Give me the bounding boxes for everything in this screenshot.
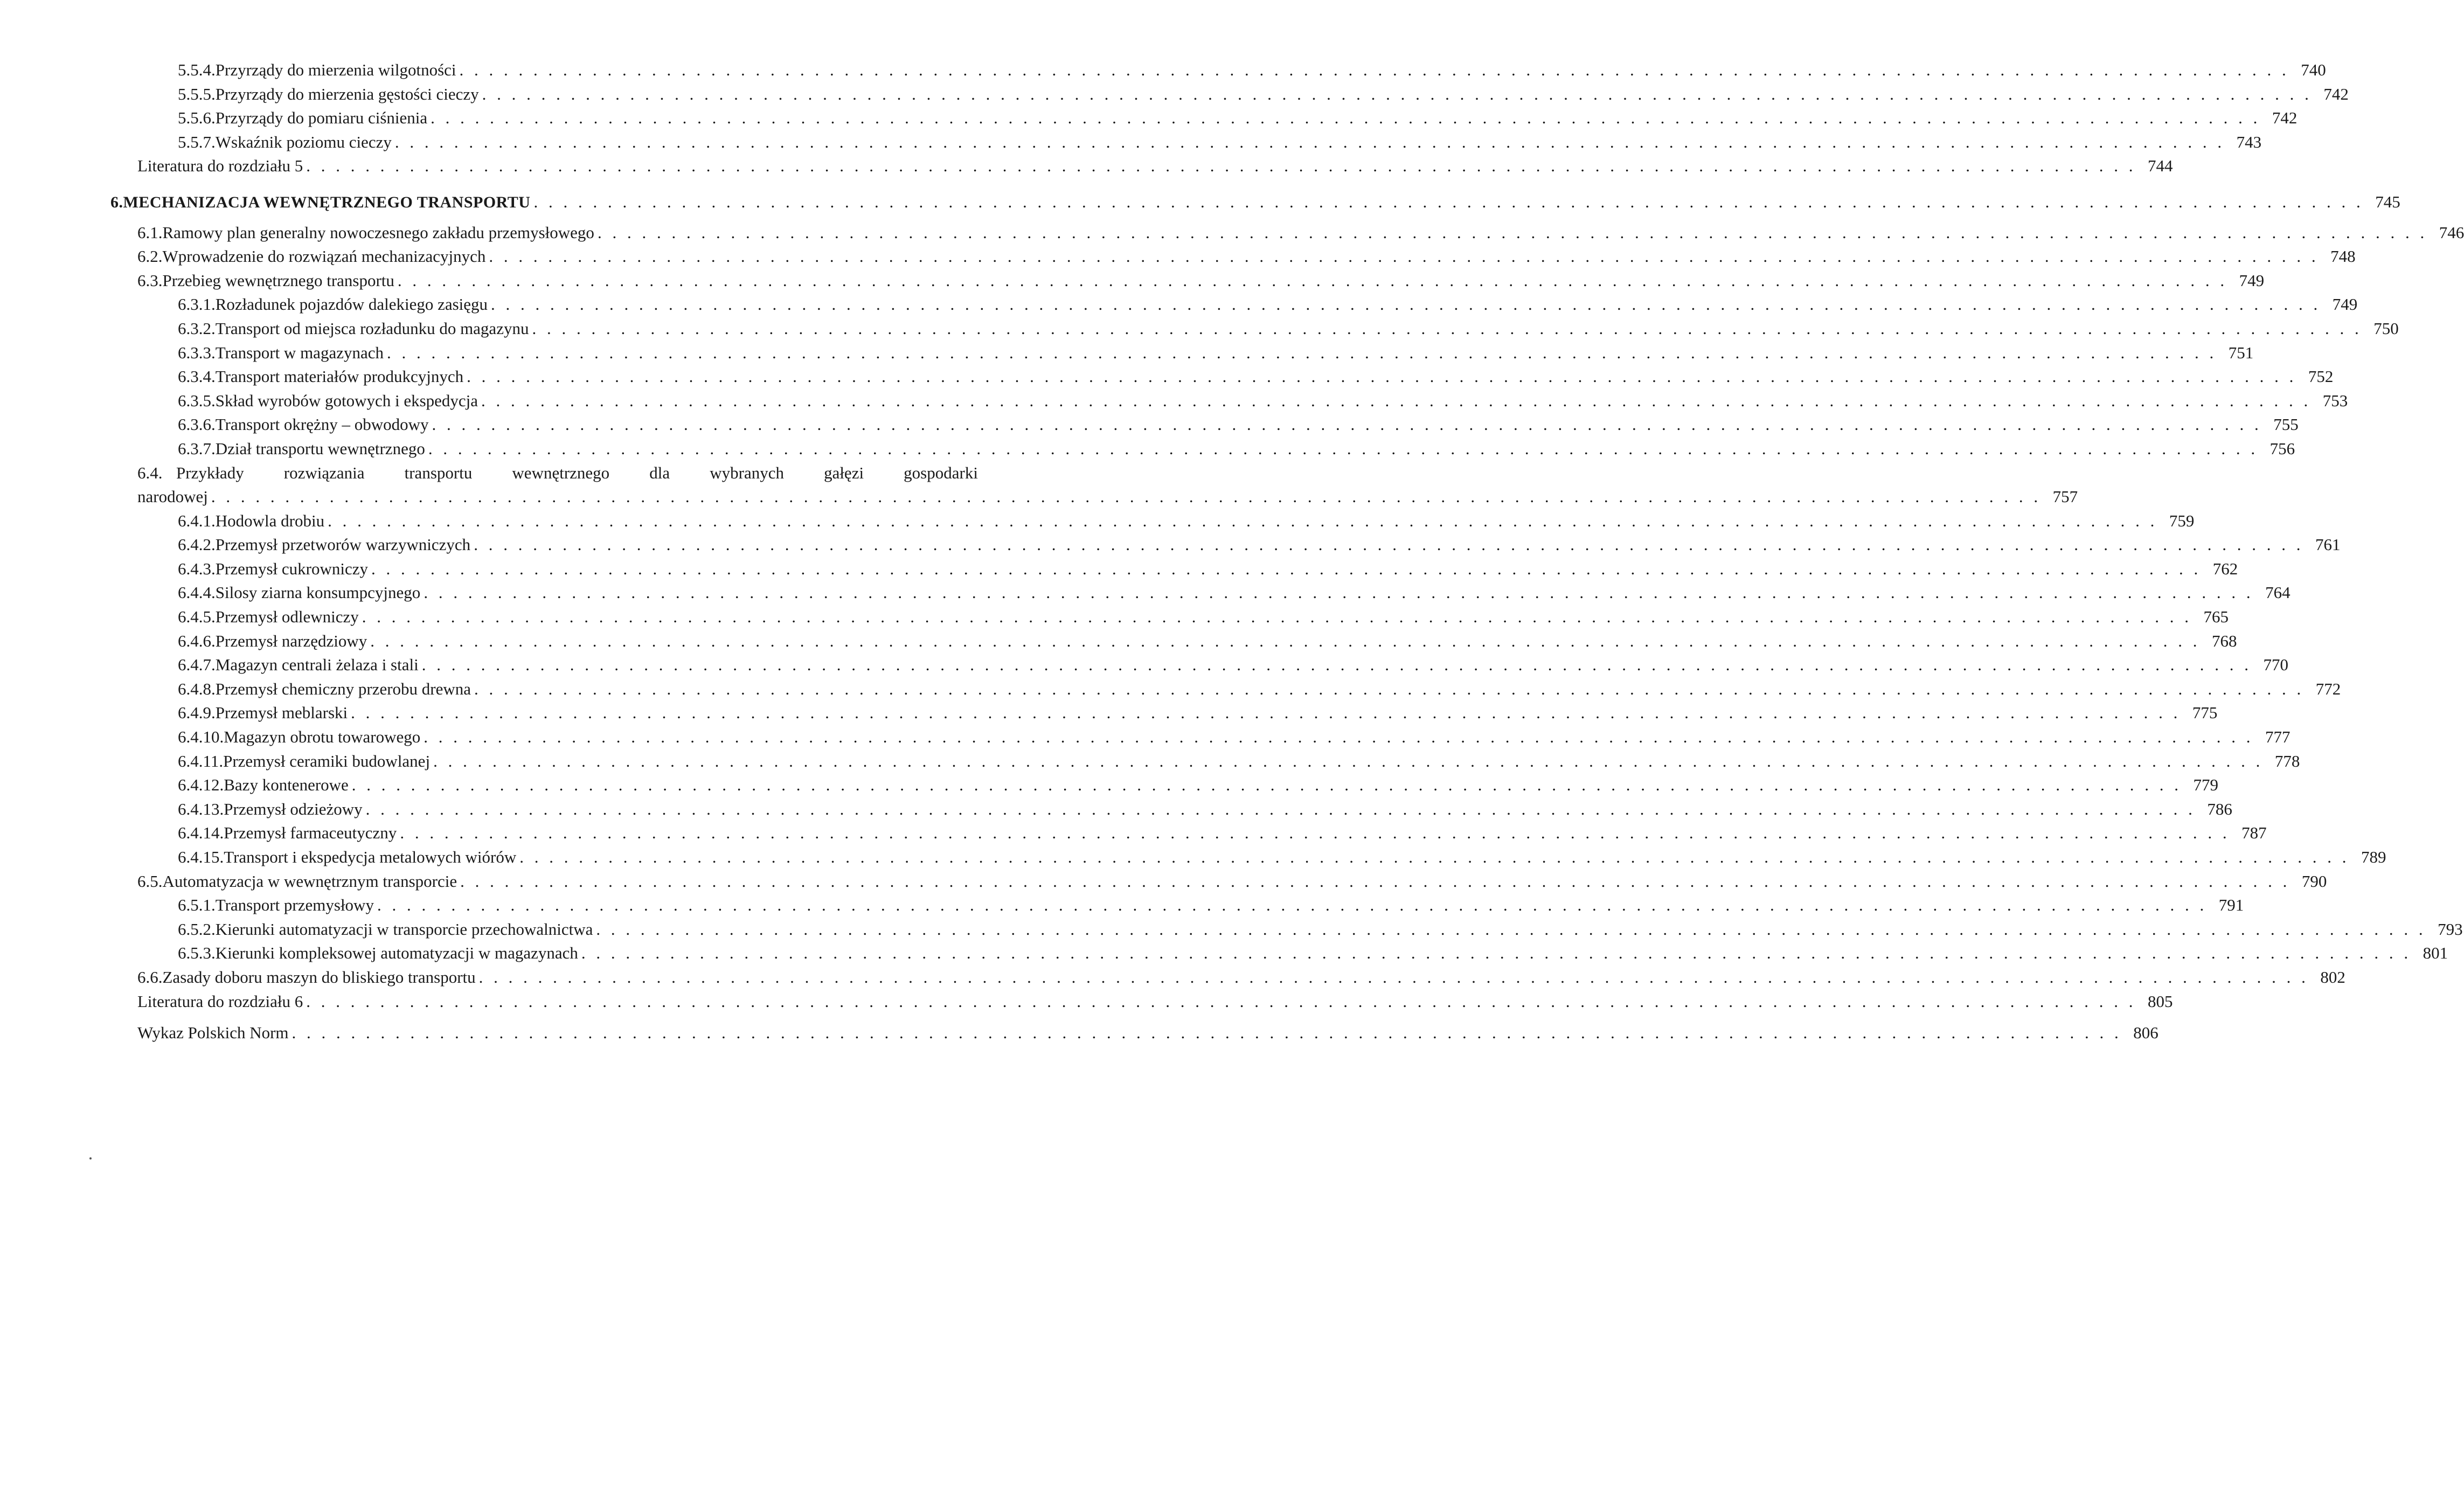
chapter-title: MECHANIZACJA WEWNĘTRZNEGO TRANSPORTU: [123, 193, 531, 211]
leader-dots: [529, 317, 2366, 341]
chapter-number: 6.: [110, 193, 123, 211]
page-number: 761: [2315, 535, 2341, 554]
entry-title: Przemysł cukrowniczy: [215, 559, 368, 578]
entry-title: Transport i ekspedycja metalowych wiórów: [224, 848, 517, 866]
toc-entry: [137, 365, 2334, 389]
leader-dots: [476, 966, 2313, 990]
entry-title: Hodowla drobiu: [215, 511, 325, 530]
leader-dots: [430, 749, 2267, 774]
leader-dots: [208, 485, 2045, 509]
entry-number: 6.3.6.: [178, 415, 216, 434]
entry-number: 6.4.5.: [178, 607, 216, 627]
page-number: 756: [2269, 439, 2295, 458]
entry-number: 6.6.: [137, 967, 163, 987]
page-number: 801: [2423, 943, 2448, 963]
page-number: 777: [2265, 727, 2291, 747]
toc-entry: [137, 581, 2291, 605]
leader-dots: [374, 893, 2211, 918]
entry-number: 6.4.1.: [178, 511, 216, 530]
toc-entry-wykaz: [137, 1021, 2158, 1045]
entry-title: Przemysł farmaceutyczny: [224, 823, 397, 843]
page-number: 765: [2203, 607, 2229, 627]
toc-entry: [137, 557, 2238, 581]
entry-title: Transport w magazynach: [215, 343, 384, 362]
toc-entry: [137, 918, 2463, 942]
entry-number: 5.5.7.: [178, 132, 216, 151]
entry-number: 6.4.11.: [178, 751, 224, 770]
entry-number: 6.4.3.: [178, 559, 216, 578]
toc-entry: [137, 106, 2298, 130]
page-number: 748: [2330, 247, 2356, 266]
entry-number: 6.4.4.: [178, 583, 216, 602]
leader-dots: [419, 653, 2256, 677]
leader-dots: [363, 797, 2200, 822]
page-number: 744: [2148, 156, 2173, 176]
toc-entry-6-4: [137, 461, 2078, 509]
leader-dots: [420, 725, 2258, 749]
toc-section-5-tail: [137, 58, 2349, 178]
entry-title: Przemysł ceramiki budowlanej: [223, 751, 431, 770]
entry-number: 6.3.: [137, 270, 163, 290]
page-number: 742: [2272, 108, 2298, 128]
page-number: 764: [2265, 583, 2291, 602]
toc-entry: [137, 605, 2229, 629]
toc-footer: [137, 1021, 2158, 1045]
entry-title-line1: Przykłady rozwiązania transportu wewnętrznego dla wybranych gałęzi gospodarki: [176, 463, 978, 482]
page-number: 770: [2263, 655, 2288, 675]
entry-title: Kierunki automatyzacji w transporcie przechowalnictwa: [215, 919, 593, 939]
leader-dots: [456, 58, 2294, 82]
page-number: 753: [2322, 391, 2348, 410]
page-number: 793: [2438, 919, 2463, 939]
entry-title: Dział transportu wewnętrznego: [215, 439, 425, 458]
entry-title: Transport okrężny – obwodowy: [215, 415, 429, 434]
entry-title: Magazyn obrotu towarowego: [224, 727, 421, 747]
leader-dots: [479, 82, 2316, 107]
toc-entry: [137, 245, 2356, 269]
leader-dots: [530, 190, 2368, 214]
toc-entry: [137, 821, 2267, 845]
toc-section-6-4-6-6: [137, 509, 2463, 1013]
entry-number: 6.4.14.: [178, 823, 224, 843]
page-number: 768: [2211, 631, 2237, 650]
entry-title: Literatura do rozdziału 5: [137, 156, 303, 176]
entry-title: Wskaźnik poziomu cieczy: [215, 132, 392, 151]
toc-entry: [137, 749, 2300, 774]
toc-entry: [137, 845, 2386, 870]
entry-title: Przemysł narzędziowy: [215, 631, 367, 650]
leader-dots: [367, 629, 2204, 654]
leader-dots: [348, 701, 2185, 725]
page-number: 750: [2373, 318, 2399, 338]
toc-entry: [137, 82, 2349, 107]
page-number: 791: [2218, 895, 2244, 915]
toc-entry: [137, 509, 2195, 533]
entry-title-line2: narodowej: [137, 487, 208, 506]
entry-title: Przemysł odlewniczy: [215, 607, 359, 627]
entry-number: 6.4.: [137, 463, 163, 482]
toc-entry: [137, 893, 2244, 918]
leader-dots: [516, 845, 2354, 870]
entry-title: Przyrządy do mierzenia wilgotności: [215, 60, 456, 79]
entry-number: 6.5.2.: [178, 919, 216, 939]
entry-title: Rozładunek pojazdów dalekiego zasięgu: [215, 295, 488, 314]
toc-entry: [137, 941, 2448, 966]
page-number: 746: [2439, 223, 2464, 242]
toc-entry: [137, 870, 2327, 894]
toc-entry: [137, 341, 2254, 365]
page-number: 787: [2241, 823, 2267, 843]
toc-entry: [137, 269, 2265, 293]
entry-number: 6.3.4.: [178, 367, 216, 386]
entry-number: 6.5.: [137, 871, 163, 891]
leader-dots: [488, 293, 2325, 317]
page-number: 786: [2207, 799, 2232, 818]
entry-number: 6.4.7.: [178, 655, 216, 675]
entry-number: 6.3.5.: [178, 391, 216, 410]
entry-number: 6.1.: [137, 223, 163, 242]
page-number: 779: [2193, 775, 2219, 795]
leader-dots: [397, 821, 2234, 845]
leader-dots: [429, 413, 2266, 437]
page-number: 742: [2323, 84, 2349, 103]
entry-number: 6.2.: [137, 247, 163, 266]
page-number: 755: [2273, 415, 2299, 434]
toc-entry: [137, 966, 2345, 990]
entry-number: 5.5.6.: [178, 108, 216, 128]
page-number: 789: [2361, 848, 2386, 866]
toc-entry: [137, 437, 2295, 461]
toc-section-6-1-6-3: [137, 221, 2464, 461]
page-number: 749: [2239, 270, 2265, 290]
entry-number: 6.3.1.: [178, 295, 216, 314]
entry-title: Przebieg wewnętrznego transportu: [162, 270, 394, 290]
page-number: 802: [2320, 967, 2345, 987]
toc-entry: [137, 629, 2237, 654]
entry-number: 6.5.1.: [178, 895, 216, 915]
chapter-spacer-2: [137, 214, 978, 221]
chapter-spacer: [137, 178, 978, 190]
entry-number: 6.3.3.: [178, 343, 216, 362]
entry-title: Wykaz Polskich Norm: [137, 1023, 289, 1043]
page-number: 752: [2308, 367, 2334, 386]
toc-entry: [137, 533, 2341, 557]
entry-number: 6.4.8.: [178, 679, 216, 698]
entry-number: 5.5.5.: [178, 84, 216, 103]
entry-title: Kierunki kompleksowej automatyzacji w magazynach: [215, 943, 578, 963]
entry-title: Bazy kontenerowe: [224, 775, 349, 795]
leader-dots: [594, 221, 2432, 245]
entry-title: Automatyzacja w wewnętrznym transporcie: [162, 871, 457, 891]
toc-entry: [137, 154, 2173, 178]
page-number: 762: [2212, 559, 2238, 578]
toc-entry: [137, 653, 2288, 677]
entry-number: 6.5.3.: [178, 943, 216, 963]
entry-title: Przemysł odzieżowy: [224, 799, 363, 818]
entry-number: 6.4.15.: [178, 848, 224, 866]
toc-entry: [137, 58, 2326, 82]
leader-dots: [578, 941, 2416, 966]
page-number: 749: [2332, 295, 2358, 314]
toc-entry: [137, 389, 2348, 413]
footer-spacer: [137, 1013, 978, 1021]
page-number: 759: [2169, 511, 2195, 530]
toc-entry: [137, 317, 2399, 341]
toc-chapter-6: [110, 190, 2400, 214]
leader-dots: [368, 557, 2205, 581]
page-number: 740: [2301, 60, 2326, 79]
toc-entry: [137, 293, 2358, 317]
entry-number: 6.3.7.: [178, 439, 216, 458]
entry-title: Wprowadzenie do rozwiązań mechanizacyjnych: [162, 247, 486, 266]
leader-dots: [303, 990, 2140, 1014]
toc-entry: [137, 413, 2299, 437]
entry-title: Silosy ziarna konsumpcyjnego: [215, 583, 421, 602]
entry-title: Literatura do rozdziału 6: [137, 991, 303, 1011]
entry-title: Przemysł meblarski: [215, 703, 348, 723]
leader-dots: [593, 918, 2430, 942]
entry-number: 6.4.6.: [178, 631, 216, 650]
page-number: 751: [2228, 343, 2254, 362]
entry-title: Magazyn centrali żelaza i stali: [215, 655, 419, 675]
leader-dots: [392, 130, 2229, 155]
entry-number: 6.4.9.: [178, 703, 216, 723]
leader-dots: [349, 773, 2186, 797]
page-number: 790: [2301, 871, 2327, 891]
entry-number: 6.4.10.: [178, 727, 224, 747]
page-number: 778: [2274, 751, 2300, 770]
entry-title: Ramowy plan generalny nowoczesnego zakładu przemysłowego: [162, 223, 594, 242]
toc-entry: [137, 797, 2232, 822]
leader-dots: [457, 870, 2294, 894]
page-number: 805: [2148, 991, 2173, 1011]
leader-dots: [324, 509, 2162, 533]
entry-title: Transport przemysłowy: [215, 895, 374, 915]
entry-title: Zasady doboru maszyn do bliskiego transportu: [162, 967, 476, 987]
page-number: 757: [2052, 487, 2078, 506]
leader-dots: [463, 365, 2301, 389]
leader-dots: [420, 581, 2258, 605]
page-number: 772: [2315, 679, 2341, 698]
entry-number: 5.5.4.: [178, 60, 216, 79]
leader-dots: [425, 437, 2262, 461]
leader-dots: [470, 533, 2308, 557]
entry-title: Transport od miejsca rozładunku do magazynu: [215, 318, 529, 338]
leader-dots: [394, 269, 2232, 293]
leader-dots: [485, 245, 2323, 269]
entry-title: Skład wyrobów gotowych i ekspedycja: [215, 391, 478, 410]
toc-entry: [137, 221, 2464, 245]
page-number: 806: [2133, 1023, 2158, 1043]
page-number: 775: [2192, 703, 2218, 723]
toc-entry: [137, 130, 2262, 155]
entry-number: 6.4.13.: [178, 799, 224, 818]
toc-entry: [137, 701, 2218, 725]
table-of-contents: [110, 58, 2464, 1045]
leader-dots: [471, 677, 2308, 702]
toc-entry: [137, 725, 2291, 749]
leader-dots: [303, 154, 2140, 178]
leader-dots: [359, 605, 2196, 629]
leader-dots: [478, 389, 2315, 413]
toc-entry: [137, 773, 2219, 797]
print-speck: [89, 1157, 92, 1159]
entry-title: Przyrządy do mierzenia gęstości cieczy: [215, 84, 479, 103]
toc-entry: [137, 677, 2341, 702]
entry-number: 6.4.12.: [178, 775, 224, 795]
entry-number: 6.3.2.: [178, 318, 216, 338]
page-number: 743: [2236, 132, 2262, 151]
page-number: 745: [2375, 192, 2400, 211]
toc-entry: [137, 990, 2173, 1014]
entry-title: Przyrządy do pomiaru ciśnienia: [215, 108, 428, 128]
entry-title: Przemysł przetworów warzywniczych: [215, 535, 471, 554]
entry-number: 6.4.2.: [178, 535, 216, 554]
leader-dots: [384, 341, 2221, 365]
leader-dots: [289, 1021, 2126, 1045]
entry-title: Transport materiałów produkcyjnych: [215, 367, 464, 386]
entry-title: Przemysł chemiczny przerobu drewna: [215, 679, 471, 698]
leader-dots: [427, 106, 2265, 130]
